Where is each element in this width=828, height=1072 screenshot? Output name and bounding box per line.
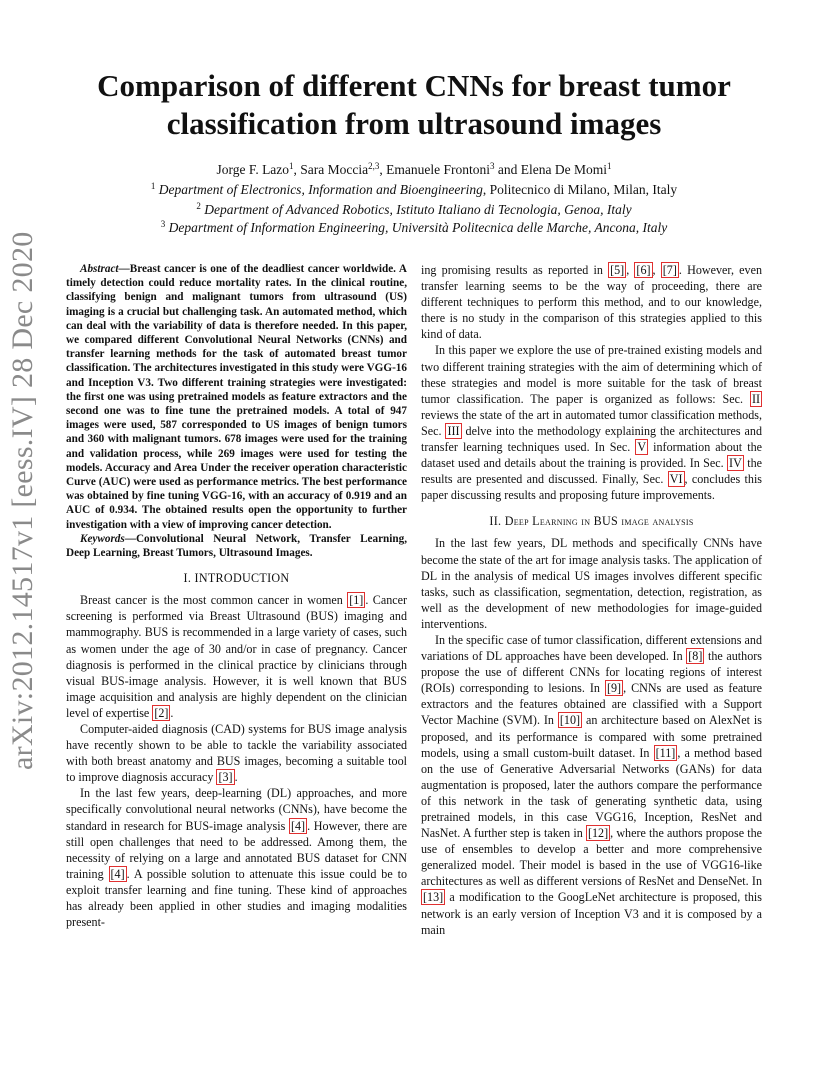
citation-link[interactable]: [7] (662, 263, 677, 277)
section-link[interactable]: V (637, 440, 647, 455)
citation-link[interactable]: [4] (110, 866, 125, 881)
paragraph: In the specific case of tumor classification, different extensions and variations of DL approaches have been developed. In [8] the authors propose the use of different CNNs for locating regions of interest (ROIs) corresponding to lesions. In [9] , CNNs are used as feature extractors and the features obtained are classified with a Support Vector Machine (SVM). In [10] an architecture based on AlexNet is proposed, and its performance is compared with some pretrained models, using a small custom-built dataset. In [11] , a method based on the use of Generative Adversarial Networks (GANs) for data augmentation is proposed, later the authors compare the performance of this network in the task of generating synthetic data, using pretrained models, in this case VGG16, Inception, ResNet and NasNet. A further step is taken in [12] , where the authors propose the use of ensembles to develop a better and more comprehensive generalized model. Their model is based in the use of VGG16-like architectures as well as different versions of ResNet and DenseNet. In [13] a modification to the GoogLeNet architecture is proposed, this network is an early version of Inception V3 and it is composed by a main (421, 632, 763, 937)
paragraph: In this paper we explore the use of pre-trained existing models and two different training strategies with the aim of determining which of these strategies and model is more suitable for the task of breast tumor classification. The paper is organized as follows: Sec. II reviews the state of the art in automated tumor classification methods, Sec. III delve into the methodology explaining the architectures and transfer learning techniques used. In Sec. V information about the dataset used and details about the training is provided. In Sec. IV the results are presented and discussed. Finally, Sec. VI , concludes this paper discussing results and proposing future improvements. (421, 343, 763, 503)
citation-link[interactable]: [2] (154, 705, 169, 720)
section-heading-deep-learning: II. Deep Learning in BUS image analysis (489, 514, 694, 529)
paragraph: Computer-aided diagnosis (CAD) systems for BUS image analysis have recently shown to be able to tackle the variability associated with both breast anatomy and BUS images, becoming a suitable tool to improve diagnosis accuracy [3] . (66, 722, 407, 785)
citation-link[interactable]: [3] (218, 770, 233, 785)
paper-title: Comparison of different CNNs for breast tumor classification from ultrasound images (97, 68, 731, 141)
left-column (66, 262, 407, 930)
author-affil-mark: 2,3 (368, 161, 380, 171)
citation-link[interactable]: [10] (559, 713, 581, 728)
paragraph: Breast cancer is the most common cancer in women [1] . Cancer screening is performed via Breast Ultrasound (BUS) imaging and mammography. BUS is recommended in a large variety of cases, such as women under the age of 30 and/or in case of pregnancy. Cancer diagnosis is performed in the clinical practice by clinicians through visual BUS-image analysis. However, it is well known that BUS image acquisition and analysis are highly dependent on the clinician level of expertise [2] . (66, 593, 408, 720)
citation-link[interactable]: [13] (423, 890, 444, 905)
section-link[interactable]: VI (669, 472, 683, 487)
citation-link[interactable]: [8] (688, 649, 703, 664)
affiliation-1: $^1$ Department of Electronics, Information and Bioengineering, Politecnico di Milano, Milan, Italy (150, 181, 678, 197)
author-name: Emanuele Frontoni (386, 162, 490, 177)
author-list: Jorge F. Lazo$^1$, Sara Moccia$^{2,3}$, Emanuele Frontoni$^3$ and Elena De Momi$^1$ (216, 161, 612, 177)
citation-link[interactable]: [5] (610, 263, 625, 277)
citation-link[interactable]: [12] (587, 826, 609, 841)
right-column (421, 262, 762, 938)
citation-link[interactable]: [4] (290, 818, 306, 833)
author-affil-mark: 1 (289, 161, 294, 171)
author-name: Elena De Momi (520, 162, 607, 177)
keywords: Keywords—Convolutional Neural Network, Transfer Learning, Deep Learning, Breast Tumors, Ultrasound Images. (66, 532, 407, 560)
author-affil-mark: 1 (606, 161, 612, 171)
section-heading-introduction: I. INTRODUCTION (183, 571, 290, 586)
paragraph: ing promising results as reported in [5] , [6] , [7] . However, even transfer learning seems to be the way of proceeding, there are different techniques to perform this method, and to our knowledge, there is no study in the comparison of this strategies applied to this kind of data. (421, 263, 763, 342)
section-link[interactable]: IV (729, 456, 742, 471)
paragraph: In the last few years, DL methods and specifically CNNs have become the state of the art for image analysis tasks. The application of DL in the analysis of medical US images involves different specific tasks, such as classification, segmentation, detection, registration, as well as the development of new methodologies for image-guided interventions. (421, 536, 762, 631)
section-link[interactable]: II (751, 391, 760, 406)
abstract: Abstract—Breast cancer is one of the deadliest cancer worldwide. A timely detection could reduce mortality rates. In the clinical routine, classifying benign and malignant tumors from ultrasound (US) imaging is a crucial but challenging task. An automated method, which can deal with the variability of data is therefore needed. In this paper, we compared different Convolutional Neural Networks (CNNs) and transfer learning methods for the task of automated breast tumor classification. The architectures investigated in this study were VGG-16 and Inception V3. Two different training strategies were investigated: the first one was using pretrained models as feature extractors and the second one was to fine tune the pretrained models. A total of 947 images were used, 587 corresponded to US images of benign tumors and 360 with malignant tumors. 678 images were used for the training and validation process, while 269 images were used for testing the models. Accuracy and Area Under the receiver operation characteristic Curve (AUC) were used as performance metrics. The best performance was obtained by fine tuning VGG-16, with an accuracy of 0.919 and an AUC of 0.934. The obtained results open the opportunity to further investigation with a view of improving cancer detection. (66, 263, 407, 531)
author-name: Jorge F. Lazo (216, 162, 290, 177)
affiliation-3: $^3$ Department of Information Engineering, Università Politecnica delle Marche, Ancona, Italy (160, 219, 668, 235)
citation-link[interactable]: [9] (606, 681, 622, 696)
citation-link[interactable]: [11] (655, 745, 676, 760)
section-link[interactable]: III (447, 423, 460, 438)
paragraph: In the last few years, deep-learning (DL) approaches, and more specifically convolutional neural networks (CNNs), have become the standard in research for BUS-image analysis [4] . However, there are still open challenges that need to be addressed. Among them, the necessity of relying on a large and annotated BUS dataset for CNN training [4] . A possible solution to attenuate this issue could be to exploit transfer learning and fine tuning. These kind of approaches has already been applied in other studies and imaging modalities present- (66, 786, 407, 930)
citation-link[interactable]: [6] (636, 263, 651, 277)
author-name: Sara Moccia (300, 162, 369, 177)
arxiv-watermark: arXiv:2012.14517v1 [eess.IV] 28 Dec 2020 (6, 231, 39, 770)
affiliation-2: $^2$ Department of Advanced Robotics, Istituto Italiano di Tecnologia, Genoa, Italy (196, 201, 632, 217)
author-affil-mark: 3 (490, 161, 495, 171)
citation-link[interactable]: [1] (349, 593, 364, 608)
